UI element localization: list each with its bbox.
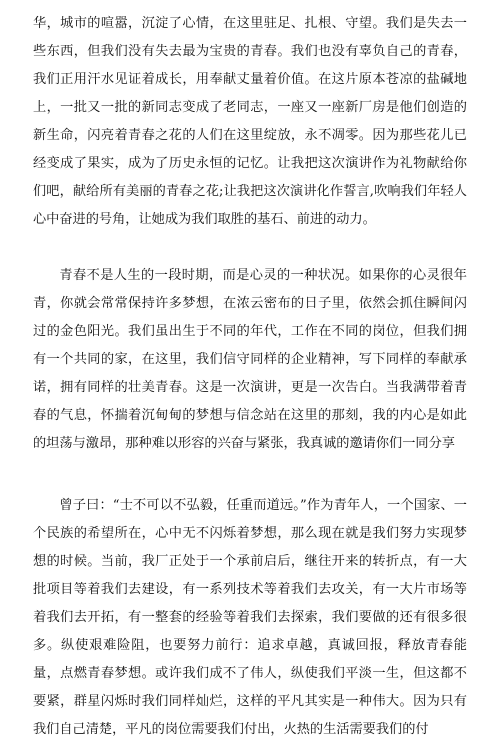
- paragraph-1: 华，城市的喧嚣，沉淀了心情，在这里驻足、扎根、守望。我们是失去一些东西，但我们没有失去最为宝贵的青春。我们也没有辜负自己的青春，我们正用汗水见证着成长，用奉献丈量着价值。在这片原本苍凉的盐碱地上，一批又一批的新同志变成了老同志，一座又一座新厂房是他们创造的新生命，闪亮着青春之花的人们在这里绽放，永不凋零。因为那些花儿已经变成了果实，成为了历史永恒的记忆。让我把这次演讲作为礼物献给你们吧，献给所有美丽的青春之花;让我把这次演讲化作誓言,吹响我们年轻人心中奋进的号角，让她成为我们取胜的基石、前进的动力。: [33, 16, 467, 227]
- paragraph-spacer: [33, 234, 467, 262]
- paragraph-2: 青春不是人生的一段时期，而是心灵的一种状况。如果你的心灵很年青，你就会常常保持许多梦想，在浓云密布的日子里，依然会抓住瞬间闪过的金色阳光。我们虽出生于不同的年代，工作在不同的岗位，但我们拥有一个共同的家，在这里，我们信守同样的企业精神，写下同样的奉献承诺，拥有同样的壮美青春。这是一次演讲，更是一次告白。当我满带着青春的气息，怀揣着沉甸甸的梦想与信念站在这里的那刻，我的内心是如此的坦荡与激昂，那种难以形容的兴奋与紧张，我真诚的邀请你们一同分享: [33, 268, 467, 451]
- paragraph-spacer: [33, 458, 467, 492]
- paragraph-3: 曾子曰：“士不可以不弘毅，任重而道远。”作为青年人，一个国家、一个民族的希望所在，心中无不闪烁着梦想，那么现在就是我们努力实现梦想的时候。当前，我厂正处于一个承前启后，继往开来的转折点，有一大批项目等着我们去建设，有一系列技术等着我们去攻关，有一大片市场等着我们去开拓，有一整套的经验等着我们去探索，我们要做的还有很多很多。纵使艰难险阻，也要努力前行：追求卓越，真诚回报，释放青春能量，点燃青春梦想。或许我们成不了伟人，纵使我们平淡一生，但这都不要紧，群星闪烁时我们同样灿烂，这样的平凡其实是一种伟大。因为只有我们自己清楚，平凡的岗位需要我们付出，火热的生活需要我们的付: [33, 498, 467, 737]
